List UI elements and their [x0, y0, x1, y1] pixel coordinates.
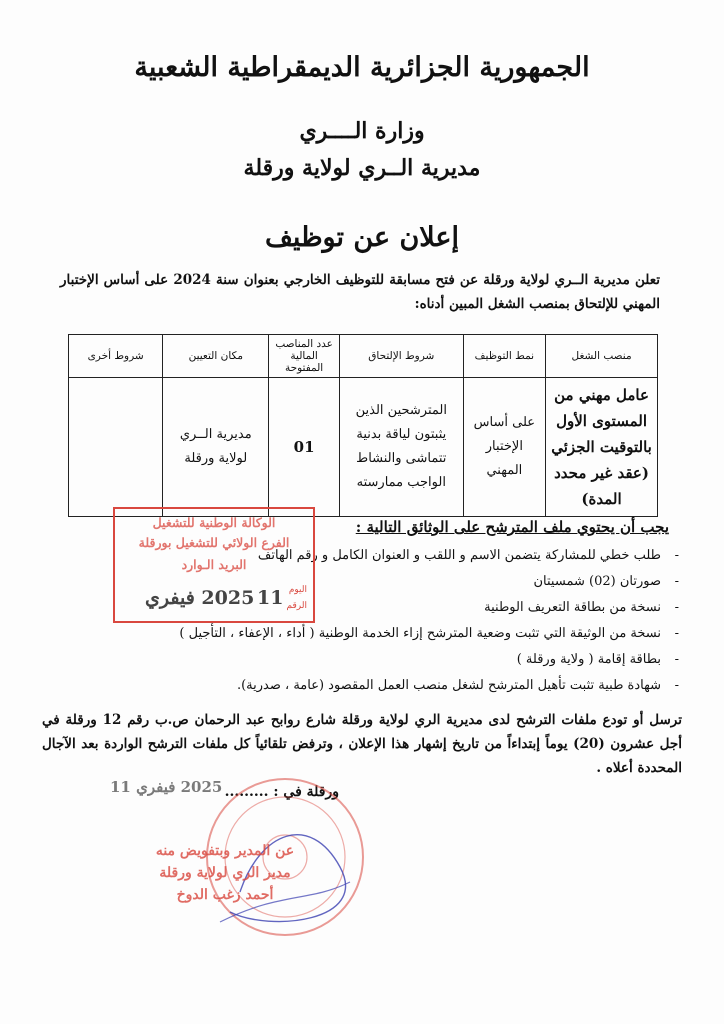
- header-conditions: شروط الإلتحاق: [339, 335, 463, 378]
- header-count: عدد المناصب المالية المفتوحة: [269, 335, 340, 378]
- signature-block: [100, 840, 350, 906]
- list-item: - نسخة من بطاقة التعريف الوطنية: [119, 595, 679, 621]
- submission-paragraph: ترسل أو تودع ملفات الترشح لدى مديرية الري لولاية ورقلة شارع روابح عبد الرحمان ص.ب رقم 12 ورقلة في أجل عشرون (20) يوماً إبتداءاً من تاريخ إشهار هذا الإعلان ، وترفض تلقائياً كل ملفات الترشح الواردة بعد الآجال المحددة أعلاه .: [42, 712, 682, 776]
- stamp-day-label: اليوم: [288, 585, 307, 595]
- list-item: - بطاقة إقامة ( ولاية ورقلة ): [119, 647, 679, 673]
- signature-line-title: مدير الري لولاية ورقلة: [159, 865, 291, 881]
- stamp-day: 11: [257, 587, 284, 609]
- place-date: 2025 فيفري 11: [110, 778, 223, 796]
- list-item: - صورتان (02) شمسيتان: [119, 569, 679, 595]
- stamp-line-branch: الفرع الولائي للتشغيل بورقلة: [138, 535, 290, 550]
- cell-conditions: المترشحين الذين يثبتون لياقة بدنية تتماشى والنشاط الواجب ممارسته: [339, 378, 463, 517]
- intro-paragraph: تعلن مديرية الــري لولاية ورقلة عن فتح مسابقة للتوظيف الخارجي بعنوان سنة 2024 على أساس الإختبار المهني للإلتحاق بمنصب الشغل المبين أدناه:: [60, 272, 661, 312]
- signature-line-name: أحمد زغب الدوخ: [176, 887, 274, 903]
- header-mode: نمط التوظيف: [463, 335, 545, 378]
- table-row: [69, 378, 658, 517]
- header-location: مكان التعيين: [163, 335, 269, 378]
- stamp-date: 2025 فيفري: [145, 587, 255, 609]
- cell-location: مديرية الــري لولاية ورقلة: [163, 378, 269, 517]
- header-other: شروط أخرى: [69, 335, 163, 378]
- directorate-title: مديرية الــري لولاية ورقلة: [243, 155, 481, 181]
- header-post: منصب الشغل: [546, 335, 658, 378]
- table-header-row: [69, 335, 658, 378]
- list-item: - طلب خطي للمشاركة يتضمن الاسم و اللقب و العنوان الكامل و رقم الهاتف: [119, 543, 679, 569]
- documents-title: يجب أن يحتوي ملف المترشح على الوثائق التالية :: [355, 518, 669, 536]
- republic-title: الجمهورية الجزائرية الديمقراطية الشعبية: [134, 52, 590, 83]
- announcement-title: إعلان عن توظيف: [264, 222, 460, 253]
- reception-stamp: [113, 507, 315, 623]
- ministry-title: وزارة الــــري: [299, 118, 425, 144]
- stamp-ref-label: الرقم: [286, 601, 307, 611]
- cell-post: عامل مهني من المستوى الأول بالتوقيت الجزئي (عقد غير محدد المدة): [546, 378, 658, 517]
- signature-line-delegation: عن المدير وبتفويض منه: [155, 843, 295, 859]
- stamp-line-agency: الوكالة الوطنية للتشغيل: [152, 515, 276, 530]
- place-label: ورقلة في : .........: [224, 784, 339, 800]
- list-item: - شهادة طبية تثبت تأهيل المترشح لشغل منصب العمل المقصود (عامة ، صدرية).: [119, 673, 679, 699]
- cell-mode: على أساس الإختبار المهني: [463, 378, 545, 517]
- positions-table: [68, 334, 658, 517]
- stamp-line-mail: البريد الـوارد: [181, 557, 247, 572]
- list-item: - نسخة من الوثيقة التي تثبت وضعية المترشح إزاء الخدمة الوطنية ( أداء ، الإعفاء ، التأجيل ): [119, 621, 679, 647]
- cell-other: [69, 378, 163, 517]
- cell-count: 01: [269, 378, 340, 517]
